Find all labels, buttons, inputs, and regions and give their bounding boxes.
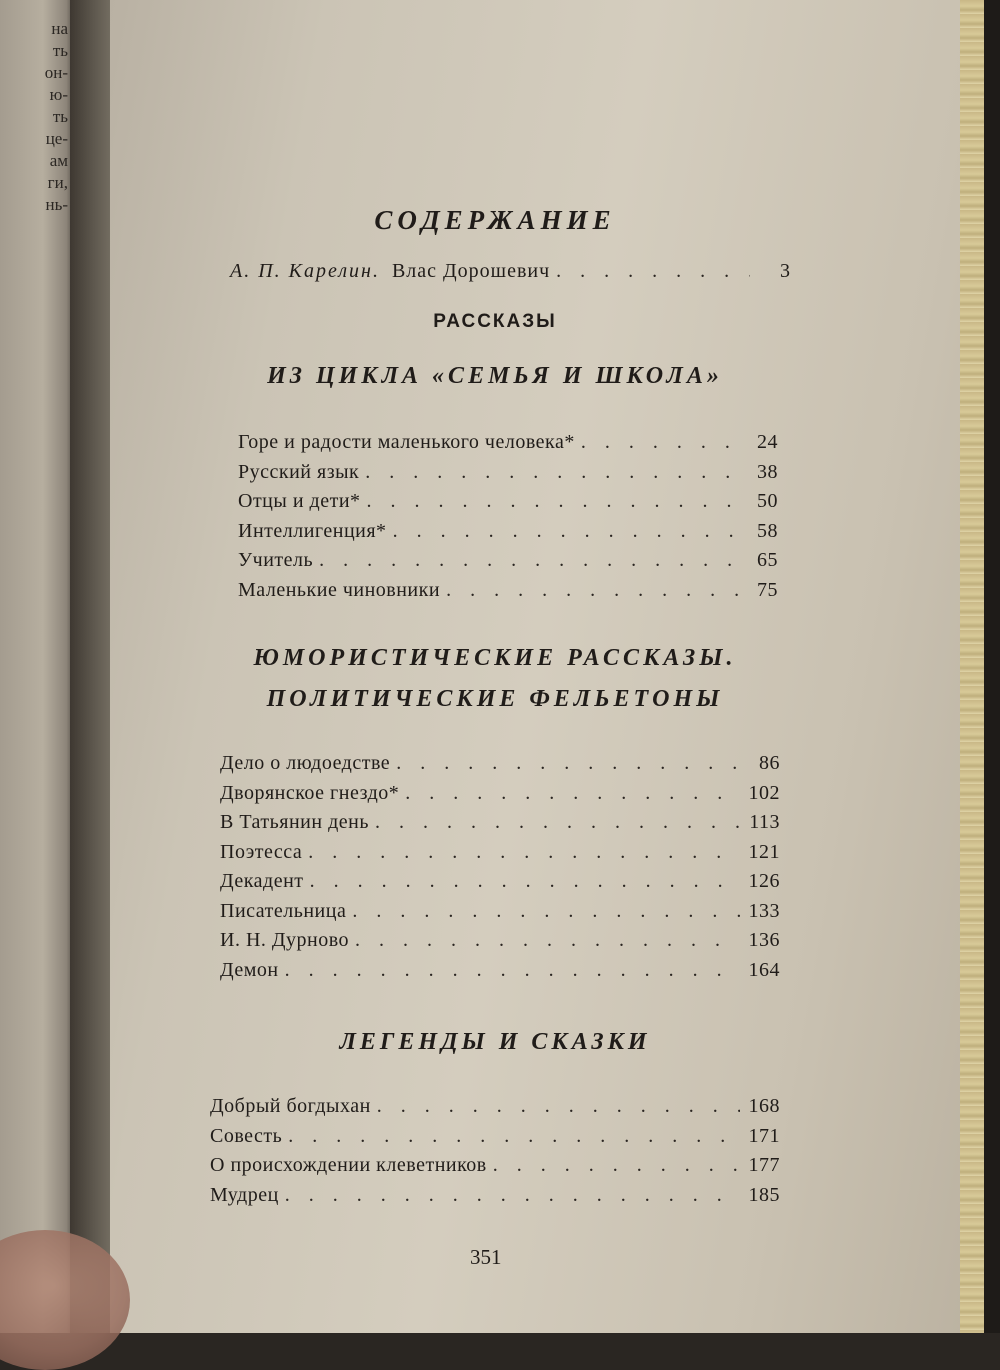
leader-dots xyxy=(377,1092,740,1122)
leader-dots xyxy=(285,956,740,986)
leader-dots xyxy=(285,1181,740,1211)
toc-entry-page: 126 xyxy=(748,870,780,892)
left-page-fragment: ть xyxy=(52,41,68,60)
toc-entry xyxy=(210,1151,780,1181)
toc-entry xyxy=(220,926,780,956)
leader-dots xyxy=(365,458,738,488)
toc-entry-title: Демон xyxy=(220,958,279,981)
leader-dots xyxy=(352,897,740,927)
leader-dots xyxy=(355,926,740,956)
family-list xyxy=(238,428,778,605)
toc-entry-page: 168 xyxy=(748,1095,780,1117)
toc-entry-title: Совесть xyxy=(210,1124,283,1147)
leader-dots xyxy=(446,576,738,606)
toc-entry-title: Интеллигенция* xyxy=(238,519,387,542)
leader-dots xyxy=(375,808,740,838)
background-edge xyxy=(984,0,1000,1333)
toc-entry-title: Горе и радости маленького человека* xyxy=(238,431,575,453)
toc-entry-title: И. Н. Дурново xyxy=(220,929,350,951)
toc-entry-title: Добрый богдыхан xyxy=(210,1095,371,1117)
table-of-contents xyxy=(200,205,790,1210)
toc-entry xyxy=(238,428,778,458)
toc-entry-title: Дело о людоедстве xyxy=(220,752,391,774)
toc-entry-page: 136 xyxy=(748,929,780,951)
toc-entry-page: 102 xyxy=(748,781,780,804)
toc-entry-title: В Татьянин день xyxy=(220,811,369,833)
toc-entry-page: 24 xyxy=(757,431,778,453)
toc-entry-title: Писательница xyxy=(220,899,347,922)
legends-title: ЛЕГЕНДЫ И СКАЗКИ xyxy=(339,1029,651,1055)
toc-entry-title: Русский язык xyxy=(238,460,360,483)
leader-dots xyxy=(393,517,738,547)
leader-dots xyxy=(581,428,738,458)
toc-entry xyxy=(220,867,780,897)
toc-entry xyxy=(210,1092,780,1122)
toc-entry-page: 75 xyxy=(757,578,778,601)
left-page-fragment: ю- xyxy=(49,85,68,104)
toc-intro-entry xyxy=(230,260,790,283)
toc-entry-page: 113 xyxy=(749,811,780,833)
leader-dots xyxy=(367,487,738,517)
toc-entry xyxy=(220,779,780,809)
toc-entry xyxy=(210,1181,780,1211)
leader-dots xyxy=(493,1151,740,1181)
toc-entry xyxy=(238,487,778,517)
toc-entry-page: 58 xyxy=(757,519,778,542)
toc-entry-page: 121 xyxy=(748,840,780,863)
left-page-fragment: це- xyxy=(45,129,68,148)
intro-author: А. П. Карелин. xyxy=(230,260,380,282)
page-number: 351 xyxy=(470,1245,502,1269)
leader-dots xyxy=(308,838,740,868)
toc-entry-page: 65 xyxy=(757,549,778,571)
toc-entry-page: 133 xyxy=(748,899,780,922)
left-page-fragment: ть xyxy=(52,107,68,126)
leader-dots xyxy=(310,867,740,897)
toc-entry-title: Отцы и дети* xyxy=(238,490,361,512)
toc-entry xyxy=(220,808,780,838)
humor-title-line1: ЮМОРИСТИЧЕСКИЕ РАССКАЗЫ. xyxy=(253,645,737,671)
toc-entry-title: Декадент xyxy=(220,870,304,892)
toc-entry xyxy=(238,546,778,576)
toc-entry xyxy=(220,838,780,868)
toc-entry xyxy=(220,956,780,986)
toc-entry-title: Поэтесса xyxy=(220,840,303,863)
intro-page: 3 xyxy=(780,260,790,282)
toc-entry-title: Учитель xyxy=(238,549,314,571)
leader-dots xyxy=(288,1122,740,1152)
section-stories-label: РАССКАЗЫ xyxy=(433,311,557,332)
toc-entry-page: 86 xyxy=(759,752,780,774)
toc-entry xyxy=(220,749,780,779)
leader-dots xyxy=(396,749,740,779)
left-page-fragment: ам xyxy=(49,151,68,170)
toc-entry xyxy=(220,897,780,927)
toc-entry-title: Маленькие чиновники xyxy=(238,578,441,601)
intro-title: Влас Дорошевич xyxy=(391,260,551,282)
toc-entry-page: 164 xyxy=(748,958,780,981)
left-page-fragment: нь- xyxy=(45,195,68,214)
toc-entry-page: 38 xyxy=(757,460,778,483)
cycle-family-title: ИЗ ЦИКЛА «СЕМЬЯ И ШКОЛА» xyxy=(267,363,723,389)
toc-entry-page: 177 xyxy=(748,1154,780,1176)
left-page-fragment: на xyxy=(51,19,68,38)
toc-entry-page: 171 xyxy=(748,1124,780,1147)
leader-dots xyxy=(405,779,740,809)
legends-list xyxy=(210,1092,780,1210)
toc-entry-page: 50 xyxy=(757,490,778,512)
toc-entry-page: 185 xyxy=(748,1183,780,1206)
toc-entry xyxy=(210,1122,780,1152)
leader-dots xyxy=(319,546,738,576)
toc-entry xyxy=(238,517,778,547)
humor-list xyxy=(220,749,780,985)
leader-dots xyxy=(556,260,750,283)
toc-entry-title: Дворянское гнездо* xyxy=(220,781,400,804)
page-edges xyxy=(960,0,984,1333)
toc-entry-title: О происхождении клеветников xyxy=(210,1154,487,1176)
left-page-fragment: он- xyxy=(44,63,68,82)
toc-entry xyxy=(238,458,778,488)
left-page-text-fragments xyxy=(45,18,68,216)
humor-title-line2: ПОЛИТИЧЕСКИЕ ФЕЛЬЕТОНЫ xyxy=(266,686,724,712)
toc-entry-title: Мудрец xyxy=(210,1183,279,1206)
left-page xyxy=(0,0,78,1333)
toc-title: СОДЕРЖАНИЕ xyxy=(374,205,616,235)
left-page-fragment: ги, xyxy=(47,173,68,192)
toc-entry xyxy=(238,576,778,606)
